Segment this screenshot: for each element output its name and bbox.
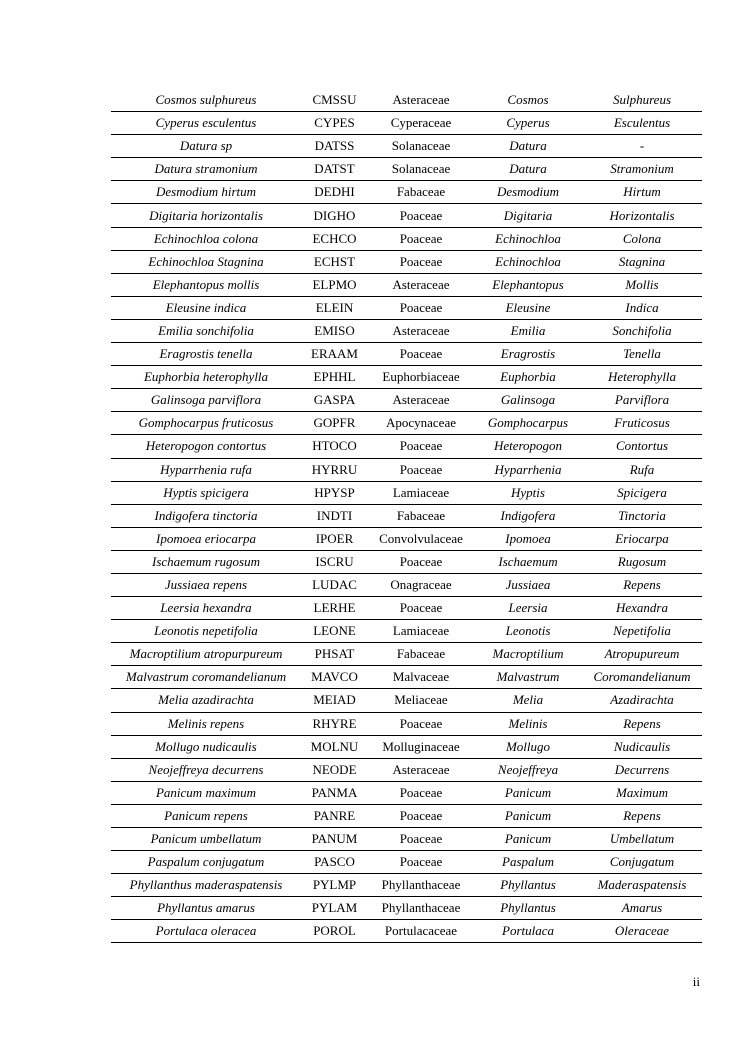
family-cell: Apocynaceae bbox=[368, 412, 474, 435]
species-name-cell: Jussiaea repens bbox=[111, 573, 301, 596]
eppo-code-cell: ECHCO bbox=[301, 227, 368, 250]
family-cell: Solanaceae bbox=[368, 158, 474, 181]
species-name-cell: Panicum maximum bbox=[111, 781, 301, 804]
eppo-code-cell: MOLNU bbox=[301, 735, 368, 758]
family-cell: Asteraceae bbox=[368, 89, 474, 112]
table-row bbox=[111, 504, 702, 527]
genus-cell: Neojeffreya bbox=[474, 758, 582, 781]
eppo-code-cell: PANRE bbox=[301, 804, 368, 827]
table-row bbox=[111, 620, 702, 643]
family-cell: Poaceae bbox=[368, 781, 474, 804]
eppo-code-cell: GASPA bbox=[301, 389, 368, 412]
family-cell: Poaceae bbox=[368, 250, 474, 273]
epithet-cell: Mollis bbox=[582, 273, 702, 296]
species-table-body bbox=[111, 89, 702, 943]
eppo-code-cell: LUDAC bbox=[301, 573, 368, 596]
family-cell: Asteraceae bbox=[368, 273, 474, 296]
species-name-cell: Melinis repens bbox=[111, 712, 301, 735]
species-name-cell: Panicum repens bbox=[111, 804, 301, 827]
table-row bbox=[111, 804, 702, 827]
genus-cell: Gomphocarpus bbox=[474, 412, 582, 435]
table-row bbox=[111, 458, 702, 481]
family-cell: Asteraceae bbox=[368, 758, 474, 781]
species-name-cell: Melia azadirachta bbox=[111, 689, 301, 712]
table-row bbox=[111, 527, 702, 550]
genus-cell: Phyllantus bbox=[474, 874, 582, 897]
epithet-cell: Nudicaulis bbox=[582, 735, 702, 758]
genus-cell: Heteropogon bbox=[474, 435, 582, 458]
epithet-cell: Azadirachta bbox=[582, 689, 702, 712]
table-row bbox=[111, 435, 702, 458]
species-name-cell: Digitaria horizontalis bbox=[111, 204, 301, 227]
eppo-code-cell: GOPFR bbox=[301, 412, 368, 435]
genus-cell: Mollugo bbox=[474, 735, 582, 758]
family-cell: Poaceae bbox=[368, 435, 474, 458]
species-name-cell: Phyllanthus maderaspatensis bbox=[111, 874, 301, 897]
species-name-cell: Portulaca oleracea bbox=[111, 920, 301, 943]
genus-cell: Datura bbox=[474, 135, 582, 158]
eppo-code-cell: HTOCO bbox=[301, 435, 368, 458]
species-name-cell: Gomphocarpus fruticosus bbox=[111, 412, 301, 435]
family-cell: Fabaceae bbox=[368, 643, 474, 666]
table-row bbox=[111, 112, 702, 135]
species-name-cell: Heteropogon contortus bbox=[111, 435, 301, 458]
eppo-code-cell: ELPMO bbox=[301, 273, 368, 296]
genus-cell: Ischaemum bbox=[474, 550, 582, 573]
eppo-code-cell: DEDHI bbox=[301, 181, 368, 204]
table-row bbox=[111, 366, 702, 389]
genus-cell: Paspalum bbox=[474, 851, 582, 874]
family-cell: Poaceae bbox=[368, 458, 474, 481]
genus-cell: Leonotis bbox=[474, 620, 582, 643]
species-name-cell: Phyllantus amarus bbox=[111, 897, 301, 920]
table-row bbox=[111, 296, 702, 319]
genus-cell: Panicum bbox=[474, 804, 582, 827]
genus-cell: Galinsoga bbox=[474, 389, 582, 412]
page-number: ii bbox=[692, 974, 700, 989]
genus-cell: Portulaca bbox=[474, 920, 582, 943]
eppo-code-cell: INDTI bbox=[301, 504, 368, 527]
genus-cell: Eleusine bbox=[474, 296, 582, 319]
family-cell: Asteraceae bbox=[368, 389, 474, 412]
eppo-code-cell: HPYSP bbox=[301, 481, 368, 504]
species-name-cell: Macroptilium atropurpureum bbox=[111, 643, 301, 666]
table-row bbox=[111, 712, 702, 735]
species-name-cell: Ischaemum rugosum bbox=[111, 550, 301, 573]
epithet-cell: Heterophylla bbox=[582, 366, 702, 389]
table-row bbox=[111, 781, 702, 804]
species-name-cell: Mollugo nudicaulis bbox=[111, 735, 301, 758]
table-row bbox=[111, 828, 702, 851]
epithet-cell: Umbellatum bbox=[582, 828, 702, 851]
table-row bbox=[111, 412, 702, 435]
genus-cell: Emilia bbox=[474, 319, 582, 342]
epithet-cell: Sonchifolia bbox=[582, 319, 702, 342]
table-row bbox=[111, 89, 702, 112]
table-row bbox=[111, 920, 702, 943]
epithet-cell: Spicigera bbox=[582, 481, 702, 504]
species-name-cell: Panicum umbellatum bbox=[111, 828, 301, 851]
eppo-code-cell: NEODE bbox=[301, 758, 368, 781]
family-cell: Molluginaceae bbox=[368, 735, 474, 758]
genus-cell: Leersia bbox=[474, 597, 582, 620]
species-name-cell: Leersia hexandra bbox=[111, 597, 301, 620]
eppo-code-cell: LEONE bbox=[301, 620, 368, 643]
species-name-cell: Elephantopus mollis bbox=[111, 273, 301, 296]
genus-cell: Hyparrhenia bbox=[474, 458, 582, 481]
family-cell: Poaceae bbox=[368, 227, 474, 250]
table-row bbox=[111, 851, 702, 874]
epithet-cell: Conjugatum bbox=[582, 851, 702, 874]
family-cell: Cyperaceae bbox=[368, 112, 474, 135]
table-row bbox=[111, 481, 702, 504]
family-cell: Meliaceae bbox=[368, 689, 474, 712]
genus-cell: Datura bbox=[474, 158, 582, 181]
epithet-cell: Amarus bbox=[582, 897, 702, 920]
family-cell: Portulacaceae bbox=[368, 920, 474, 943]
eppo-code-cell: CMSSU bbox=[301, 89, 368, 112]
genus-cell: Cyperus bbox=[474, 112, 582, 135]
eppo-code-cell: PHSAT bbox=[301, 643, 368, 666]
genus-cell: Jussiaea bbox=[474, 573, 582, 596]
genus-cell: Indigofera bbox=[474, 504, 582, 527]
epithet-cell: Esculentus bbox=[582, 112, 702, 135]
family-cell: Phyllanthaceae bbox=[368, 897, 474, 920]
eppo-code-cell: PASCO bbox=[301, 851, 368, 874]
family-cell: Phyllanthaceae bbox=[368, 874, 474, 897]
eppo-code-cell: EPHHL bbox=[301, 366, 368, 389]
eppo-code-cell: PANMA bbox=[301, 781, 368, 804]
table-row bbox=[111, 343, 702, 366]
eppo-code-cell: MEIAD bbox=[301, 689, 368, 712]
epithet-cell: Tinctoria bbox=[582, 504, 702, 527]
species-name-cell: Echinochloa Stagnina bbox=[111, 250, 301, 273]
table-row bbox=[111, 319, 702, 342]
eppo-code-cell: DATST bbox=[301, 158, 368, 181]
species-name-cell: Desmodium hirtum bbox=[111, 181, 301, 204]
table-row bbox=[111, 273, 702, 296]
family-cell: Fabaceae bbox=[368, 504, 474, 527]
genus-cell: Phyllantus bbox=[474, 897, 582, 920]
table-row bbox=[111, 758, 702, 781]
genus-cell: Euphorbia bbox=[474, 366, 582, 389]
table-row bbox=[111, 135, 702, 158]
table-row bbox=[111, 573, 702, 596]
eppo-code-cell: PANUM bbox=[301, 828, 368, 851]
family-cell: Poaceae bbox=[368, 343, 474, 366]
eppo-code-cell: ECHST bbox=[301, 250, 368, 273]
species-name-cell: Malvastrum coromandelianum bbox=[111, 666, 301, 689]
epithet-cell: Hirtum bbox=[582, 181, 702, 204]
eppo-code-cell: ISCRU bbox=[301, 550, 368, 573]
epithet-cell: Repens bbox=[582, 573, 702, 596]
epithet-cell: Eriocarpa bbox=[582, 527, 702, 550]
species-name-cell: Cosmos sulphureus bbox=[111, 89, 301, 112]
genus-cell: Ipomoea bbox=[474, 527, 582, 550]
species-name-cell: Emilia sonchifolia bbox=[111, 319, 301, 342]
eppo-code-cell: LERHE bbox=[301, 597, 368, 620]
genus-cell: Macroptilium bbox=[474, 643, 582, 666]
species-table bbox=[111, 89, 702, 943]
family-cell: Malvaceae bbox=[368, 666, 474, 689]
eppo-code-cell: PYLAM bbox=[301, 897, 368, 920]
genus-cell: Panicum bbox=[474, 781, 582, 804]
eppo-code-cell: EMISO bbox=[301, 319, 368, 342]
genus-cell: Digitaria bbox=[474, 204, 582, 227]
epithet-cell: Horizontalis bbox=[582, 204, 702, 227]
table-row bbox=[111, 550, 702, 573]
eppo-code-cell: IPOER bbox=[301, 527, 368, 550]
genus-cell: Eragrostis bbox=[474, 343, 582, 366]
genus-cell: Cosmos bbox=[474, 89, 582, 112]
family-cell: Solanaceae bbox=[368, 135, 474, 158]
genus-cell: Hyptis bbox=[474, 481, 582, 504]
epithet-cell: Repens bbox=[582, 804, 702, 827]
table-row bbox=[111, 204, 702, 227]
eppo-code-cell: CYPES bbox=[301, 112, 368, 135]
species-name-cell: Leonotis nepetifolia bbox=[111, 620, 301, 643]
family-cell: Poaceae bbox=[368, 204, 474, 227]
genus-cell: Melinis bbox=[474, 712, 582, 735]
table-row bbox=[111, 389, 702, 412]
eppo-code-cell: RHYRE bbox=[301, 712, 368, 735]
family-cell: Asteraceae bbox=[368, 319, 474, 342]
table-row bbox=[111, 897, 702, 920]
epithet-cell: Tenella bbox=[582, 343, 702, 366]
epithet-cell: Decurrens bbox=[582, 758, 702, 781]
table-row bbox=[111, 874, 702, 897]
epithet-cell: Oleraceae bbox=[582, 920, 702, 943]
family-cell: Poaceae bbox=[368, 804, 474, 827]
epithet-cell: Contortus bbox=[582, 435, 702, 458]
epithet-cell: Nepetifolia bbox=[582, 620, 702, 643]
genus-cell: Melia bbox=[474, 689, 582, 712]
epithet-cell: Stagnina bbox=[582, 250, 702, 273]
family-cell: Poaceae bbox=[368, 550, 474, 573]
family-cell: Poaceae bbox=[368, 296, 474, 319]
genus-cell: Malvastrum bbox=[474, 666, 582, 689]
epithet-cell: Maximum bbox=[582, 781, 702, 804]
species-name-cell: Galinsoga parviflora bbox=[111, 389, 301, 412]
epithet-cell: Fruticosus bbox=[582, 412, 702, 435]
genus-cell: Elephantopus bbox=[474, 273, 582, 296]
family-cell: Poaceae bbox=[368, 851, 474, 874]
table-row bbox=[111, 735, 702, 758]
epithet-cell: Indica bbox=[582, 296, 702, 319]
eppo-code-cell: ELEIN bbox=[301, 296, 368, 319]
eppo-code-cell: ERAAM bbox=[301, 343, 368, 366]
species-name-cell: Echinochloa colona bbox=[111, 227, 301, 250]
table-row bbox=[111, 181, 702, 204]
species-name-cell: Eragrostis tenella bbox=[111, 343, 301, 366]
species-name-cell: Datura stramonium bbox=[111, 158, 301, 181]
epithet-cell: - bbox=[582, 135, 702, 158]
table-row bbox=[111, 158, 702, 181]
family-cell: Lamiaceae bbox=[368, 481, 474, 504]
table-row bbox=[111, 227, 702, 250]
epithet-cell: Hexandra bbox=[582, 597, 702, 620]
epithet-cell: Repens bbox=[582, 712, 702, 735]
epithet-cell: Colona bbox=[582, 227, 702, 250]
eppo-code-cell: DIGHO bbox=[301, 204, 368, 227]
epithet-cell: Rufa bbox=[582, 458, 702, 481]
genus-cell: Echinochloa bbox=[474, 227, 582, 250]
epithet-cell: Maderaspatensis bbox=[582, 874, 702, 897]
family-cell: Fabaceae bbox=[368, 181, 474, 204]
species-name-cell: Cyperus esculentus bbox=[111, 112, 301, 135]
family-cell: Poaceae bbox=[368, 712, 474, 735]
species-name-cell: Euphorbia heterophylla bbox=[111, 366, 301, 389]
table-row bbox=[111, 666, 702, 689]
family-cell: Lamiaceae bbox=[368, 620, 474, 643]
table-row bbox=[111, 597, 702, 620]
species-name-cell: Paspalum conjugatum bbox=[111, 851, 301, 874]
table-row bbox=[111, 250, 702, 273]
species-name-cell: Eleusine indica bbox=[111, 296, 301, 319]
eppo-code-cell: DATSS bbox=[301, 135, 368, 158]
epithet-cell: Stramonium bbox=[582, 158, 702, 181]
eppo-code-cell: PYLMP bbox=[301, 874, 368, 897]
family-cell: Euphorbiaceae bbox=[368, 366, 474, 389]
epithet-cell: Coromandelianum bbox=[582, 666, 702, 689]
family-cell: Convolvulaceae bbox=[368, 527, 474, 550]
eppo-code-cell: MAVCO bbox=[301, 666, 368, 689]
eppo-code-cell: POROL bbox=[301, 920, 368, 943]
species-name-cell: Ipomoea eriocarpa bbox=[111, 527, 301, 550]
species-name-cell: Datura sp bbox=[111, 135, 301, 158]
genus-cell: Desmodium bbox=[474, 181, 582, 204]
family-cell: Poaceae bbox=[368, 828, 474, 851]
species-name-cell: Neojeffreya decurrens bbox=[111, 758, 301, 781]
epithet-cell: Parviflora bbox=[582, 389, 702, 412]
genus-cell: Echinochloa bbox=[474, 250, 582, 273]
species-name-cell: Hyparrhenia rufa bbox=[111, 458, 301, 481]
table-row bbox=[111, 643, 702, 666]
epithet-cell: Sulphureus bbox=[582, 89, 702, 112]
family-cell: Poaceae bbox=[368, 597, 474, 620]
species-name-cell: Indigofera tinctoria bbox=[111, 504, 301, 527]
epithet-cell: Rugosum bbox=[582, 550, 702, 573]
genus-cell: Panicum bbox=[474, 828, 582, 851]
eppo-code-cell: HYRRU bbox=[301, 458, 368, 481]
family-cell: Onagraceae bbox=[368, 573, 474, 596]
table-row bbox=[111, 689, 702, 712]
epithet-cell: Atropupureum bbox=[582, 643, 702, 666]
species-name-cell: Hyptis spicigera bbox=[111, 481, 301, 504]
